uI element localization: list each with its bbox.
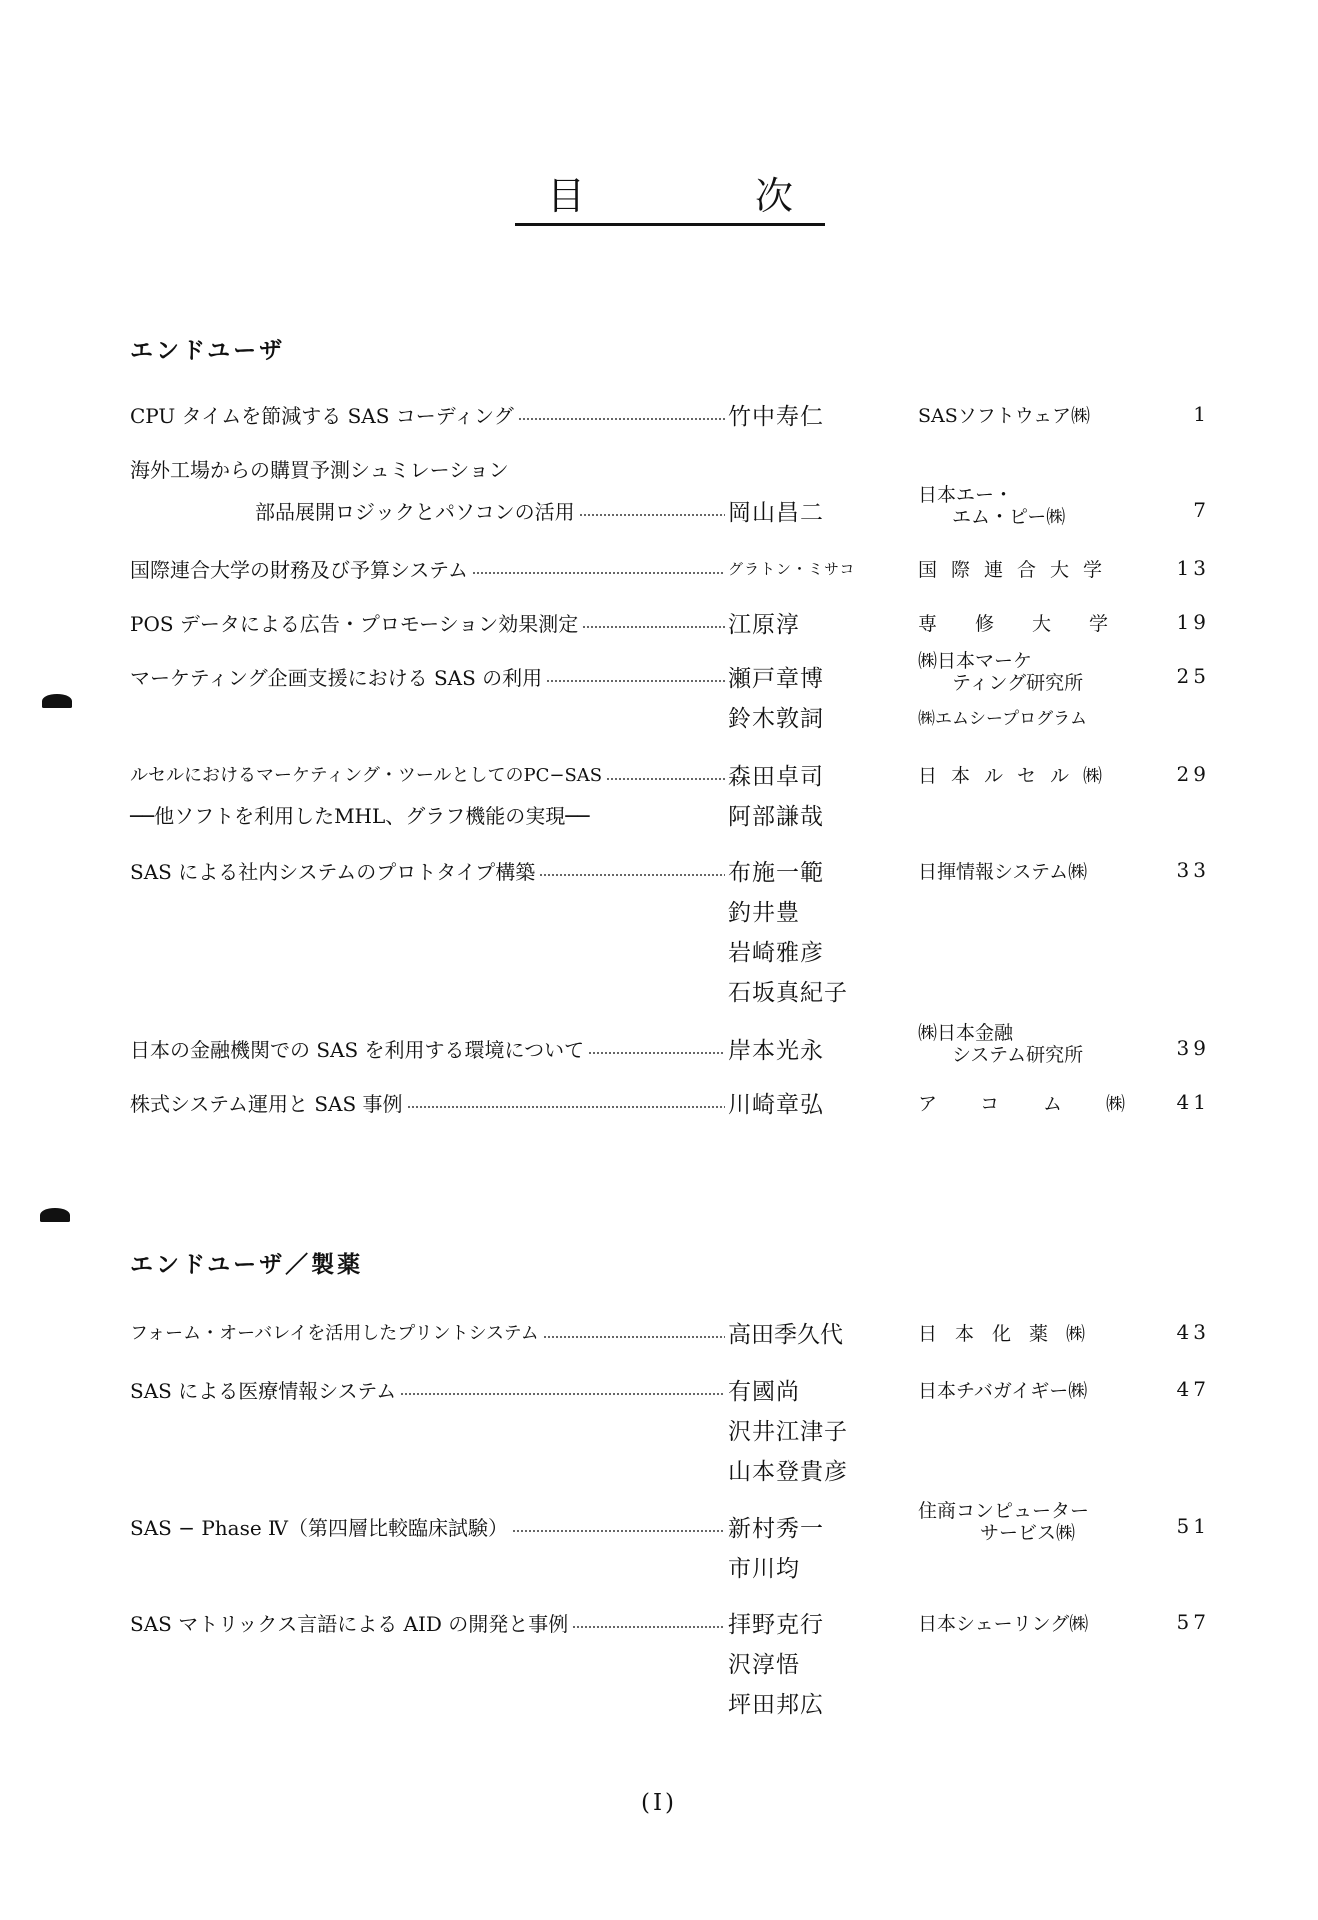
entry-page: 47 (1176, 1377, 1210, 1401)
entry-page: 39 (1176, 1036, 1210, 1060)
entry-page: 7 (1193, 498, 1210, 522)
entry-page: 19 (1176, 610, 1210, 634)
leader-dots (539, 874, 725, 876)
entry-organization: 日本シェーリング㈱ (918, 1612, 1089, 1635)
entry-title: フォーム・オーバレイを活用したプリントシステム (130, 1318, 725, 1346)
entry-author: 沢井江津子 (728, 1418, 848, 1445)
leader-dots (407, 1106, 725, 1108)
entry-organization: 日本化薬㈱ (918, 1322, 1104, 1345)
toc-entry[interactable] (0, 608, 1318, 648)
entry-title-line2: 部品展開ロジックとパソコンの活用 (255, 496, 725, 524)
toc-entry[interactable] (0, 856, 1318, 1016)
binder-mark (40, 1208, 70, 1222)
toc-entry[interactable] (0, 1375, 1318, 1495)
binder-mark (42, 694, 72, 708)
entry-title-line1: ルセルにおけるマーケティング・ツールとしてのPC−SAS (130, 760, 725, 788)
entry-organization: 専修大学 (918, 612, 1147, 635)
entry-author: 坪田邦広 (728, 1691, 824, 1718)
entry-organization: 日本ルセル㈱ (918, 764, 1117, 787)
entry-author: 布施一範 (728, 859, 824, 886)
page-number: (Ⅰ) (640, 1790, 678, 1816)
entry-organization: SASソフトウェア㈱ (918, 404, 1090, 427)
leader-dots (518, 418, 725, 420)
leader-dots (572, 1626, 725, 1628)
entry-author: 新村秀一 (728, 1515, 824, 1542)
toc-entry[interactable] (0, 1088, 1318, 1128)
toc-entry[interactable] (0, 1608, 1318, 1728)
entry-page: 57 (1176, 1610, 1210, 1634)
toc-entry[interactable] (0, 454, 1318, 544)
entry-organization: ㈱日本金融 システム研究所 (918, 1022, 1084, 1066)
entry-author: 岩崎雅彦 (728, 939, 824, 966)
entry-organization: 日揮情報システム㈱ (918, 860, 1088, 883)
entry-title: POS データによる広告・プロモーション効果測定 (130, 608, 725, 636)
leader-dots (579, 514, 725, 516)
entry-author: グラトン・ミサコ (728, 559, 856, 578)
entry-page: 51 (1176, 1514, 1210, 1538)
entry-title: マーケティング企画支援における SAS の利用 (130, 662, 725, 690)
title-char-1: 目 (547, 174, 586, 218)
entry-page: 25 (1176, 664, 1210, 688)
entry-page: 13 (1176, 556, 1210, 580)
leader-dots (606, 778, 725, 780)
entry-title: 株式システム運用と SAS 事例 (130, 1088, 725, 1116)
entry-title: 国際連合大学の財務及び予算システム (130, 554, 725, 582)
title-underline (515, 223, 825, 226)
toc-entry[interactable] (0, 1318, 1318, 1358)
entry-title: SAS による医療情報システム (130, 1375, 725, 1403)
leader-dots (512, 1530, 725, 1532)
entry-page: 33 (1176, 858, 1210, 882)
entry-page: 41 (1176, 1090, 1210, 1114)
page-title (515, 172, 825, 220)
section-heading-end-user-pharma: エンドユーザ／製薬 (130, 1252, 364, 1278)
entry-organization: 国際連合大学 (918, 558, 1117, 581)
toc-entry[interactable] (0, 760, 1318, 840)
leader-dots (472, 572, 725, 574)
leader-dots (582, 626, 725, 628)
entry-author: 有國尚 (728, 1378, 800, 1405)
leader-dots (588, 1052, 725, 1054)
entry-author: 拝野克行 (728, 1611, 824, 1638)
entry-page: 29 (1176, 762, 1210, 786)
entry-title: CPU タイムを節減する SAS コーディング (130, 400, 725, 428)
entry-page: 43 (1176, 1320, 1210, 1344)
toc-entry[interactable] (0, 1500, 1318, 1592)
entry-organization-extra: ㈱エムシープログラム (918, 708, 1087, 729)
entry-title-line1: 海外工場からの購買予測シュミレーション (130, 457, 509, 482)
entry-organization: 住商コンピューター サービス㈱ (918, 1500, 1090, 1544)
entry-author: 江原淳 (728, 611, 800, 638)
toc-entry[interactable] (0, 650, 1318, 742)
entry-title: SAS による社内システムのプロトタイプ構築 (130, 856, 725, 884)
entry-author: 阿部謙哉 (728, 803, 824, 830)
entry-organization: 日本チバガイギー㈱ (918, 1379, 1088, 1402)
entry-title-line2: ──他ソフトを利用したMHL、グラフ機能の実現── (130, 803, 590, 828)
entry-organization: 日本エー・ エム・ピー㈱ (918, 484, 1066, 528)
entry-author: 竹中寿仁 (728, 403, 824, 430)
entry-title: 日本の金融機関での SAS を利用する環境について (130, 1034, 725, 1062)
entry-author: 森田卓司 (728, 763, 824, 790)
entry-organization: アコム㈱ (918, 1092, 1170, 1115)
leader-dots (546, 680, 725, 682)
toc-entry[interactable] (0, 554, 1318, 594)
title-char-2: 次 (754, 174, 793, 218)
entry-author: 岡山昌二 (728, 499, 824, 526)
toc-entry[interactable] (0, 1022, 1318, 1074)
entry-title: SAS − Phase Ⅳ（第四層比較臨床試験） (130, 1512, 725, 1540)
leader-dots (543, 1336, 725, 1338)
entry-title: SAS マトリックス言語による AID の開発と事例 (130, 1608, 725, 1636)
entry-author: 市川均 (728, 1555, 800, 1582)
entry-page: 1 (1193, 402, 1210, 426)
entry-author: 岸本光永 (728, 1037, 824, 1064)
entry-organization: ㈱日本マーケ ティング研究所 (918, 650, 1084, 694)
entry-author: 川崎章弘 (728, 1091, 824, 1118)
toc-entry[interactable] (0, 400, 1318, 440)
leader-dots (400, 1393, 725, 1395)
entry-author: 石坂真紀子 (728, 979, 848, 1006)
entry-author: 高田季久代 (728, 1321, 843, 1348)
entry-author: 沢淳悟 (728, 1651, 800, 1678)
entry-author: 山本登貴彦 (728, 1458, 848, 1485)
entry-author: 釣井豊 (728, 899, 800, 926)
entry-author: 瀬戸章博 (728, 665, 824, 692)
section-heading-end-user: エンドユーザ (130, 338, 286, 364)
entry-author: 鈴木敦詞 (728, 705, 824, 732)
